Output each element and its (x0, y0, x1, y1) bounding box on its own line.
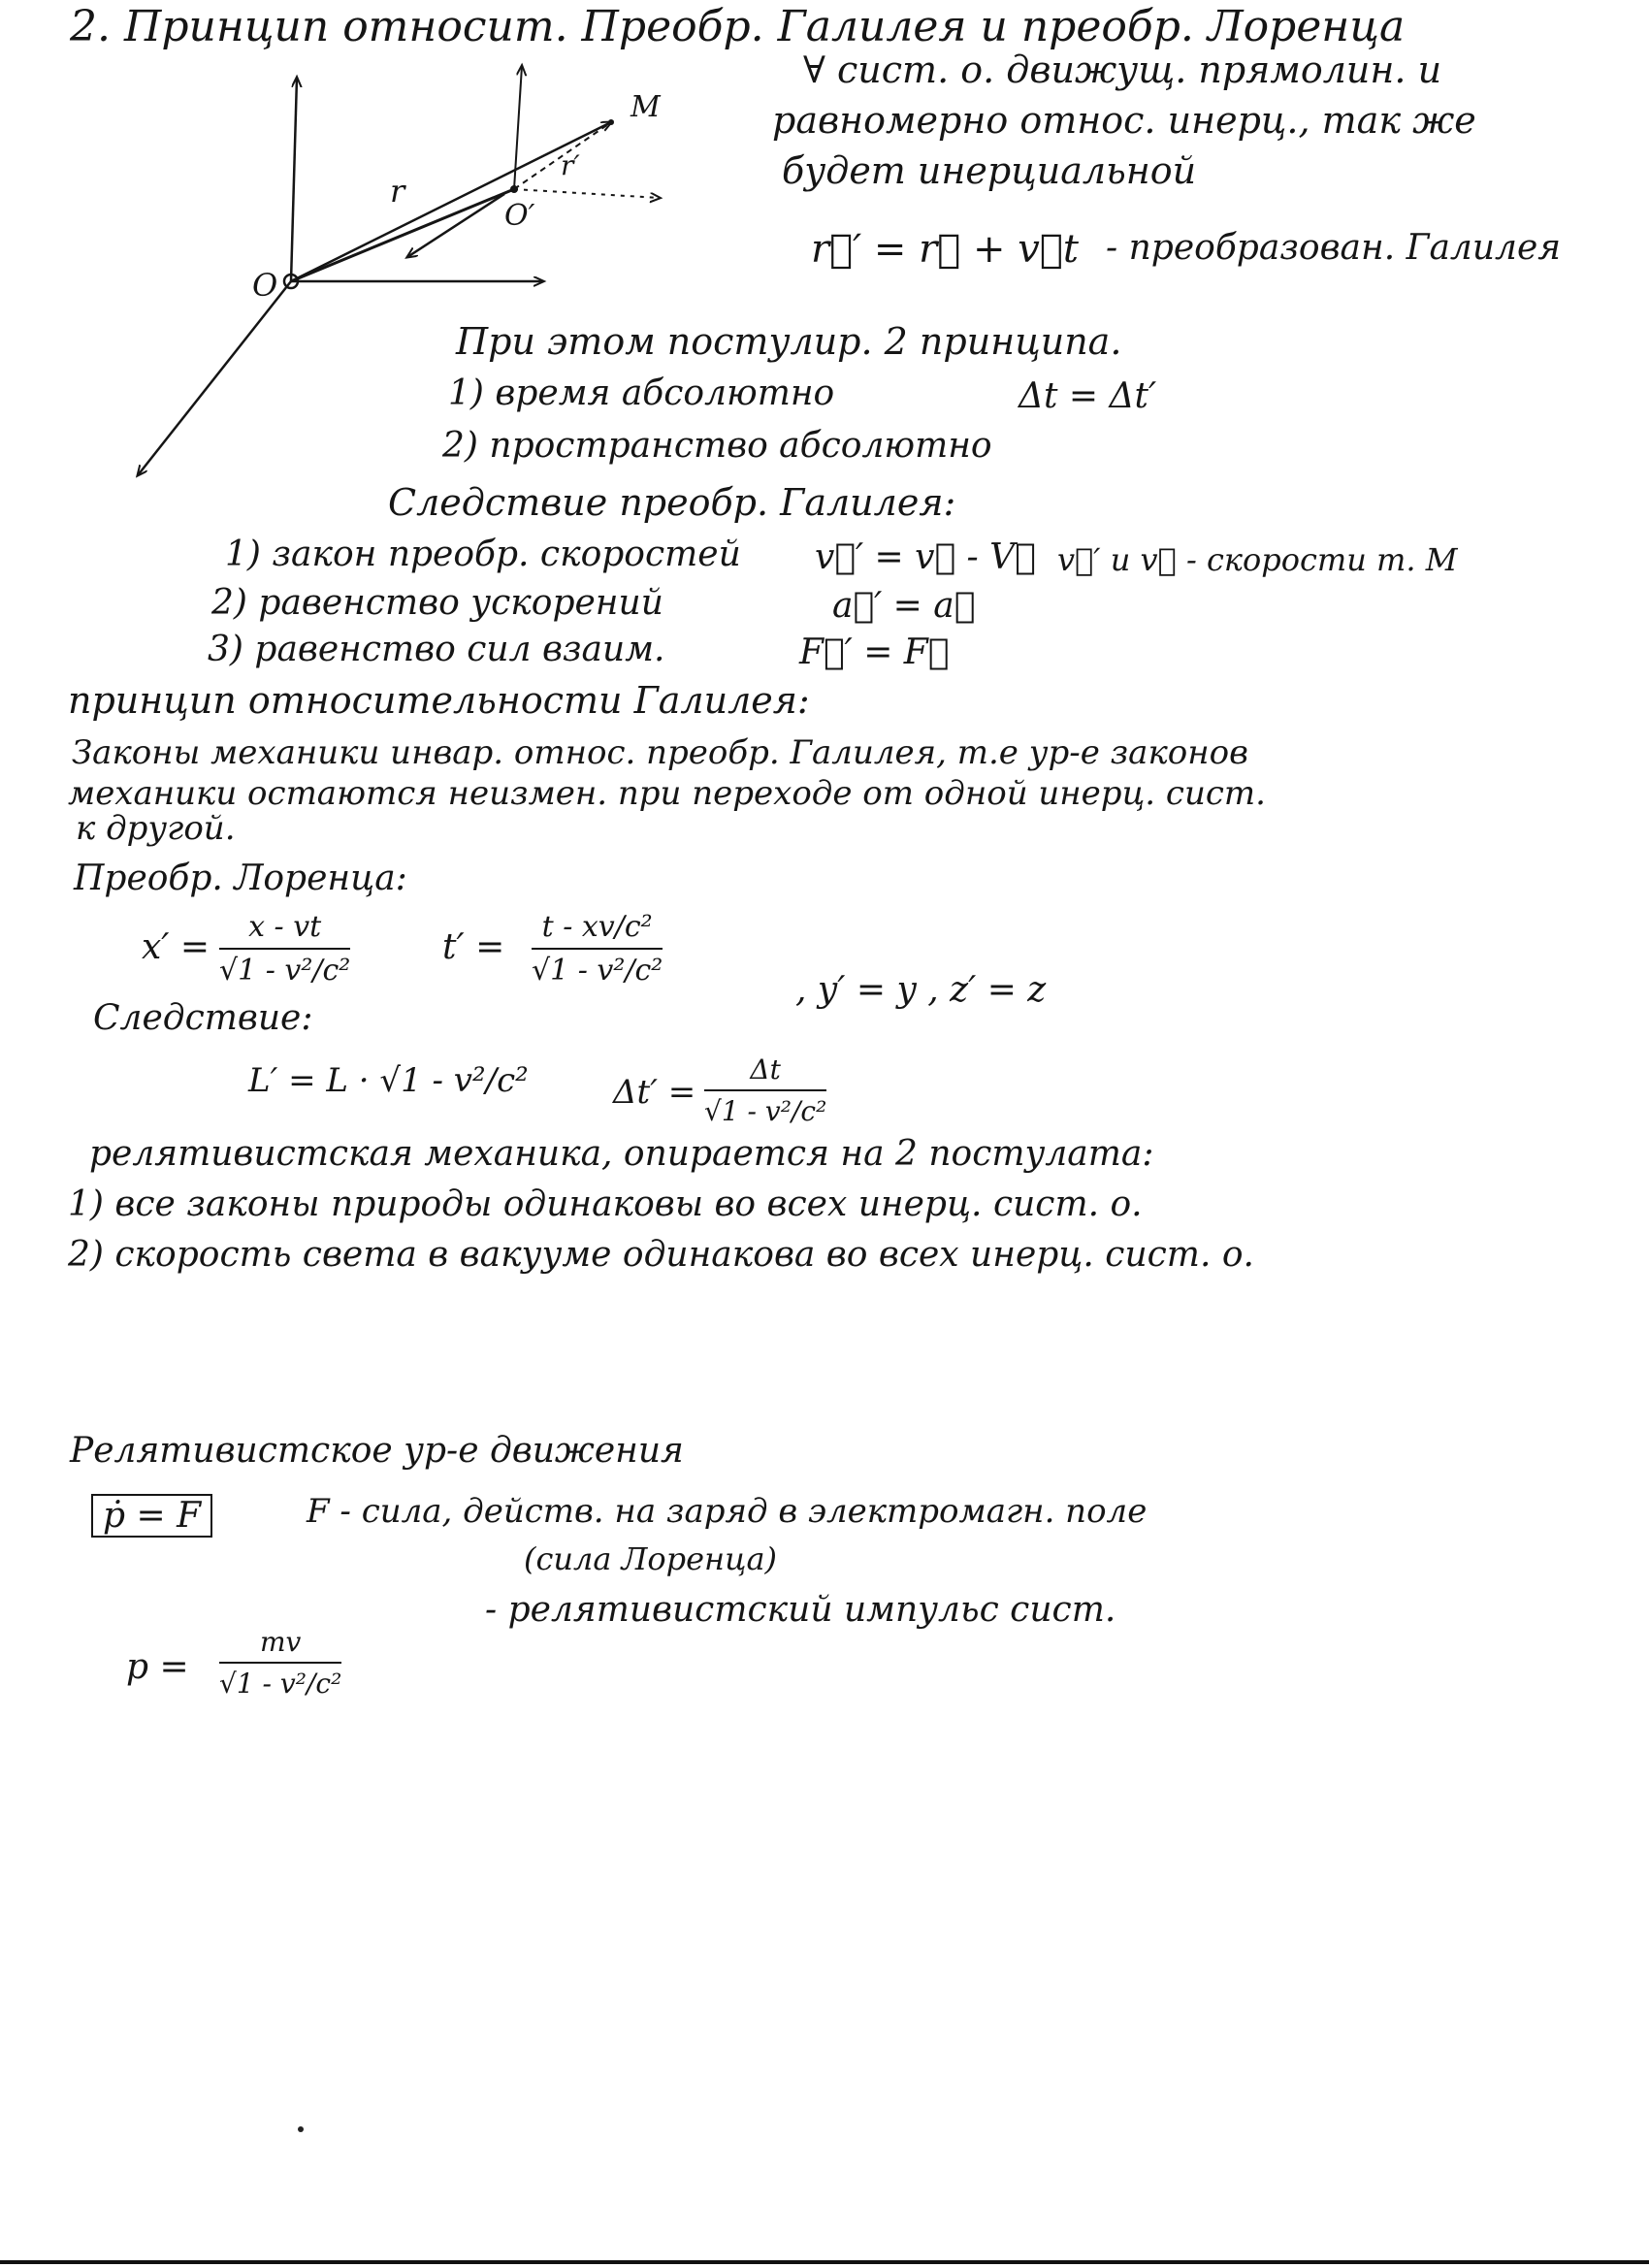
consequence-item-1-formula: v⃗′ = v⃗ - V⃗ (815, 537, 1036, 577)
lorentz-force-note-2: (сила Лоренца) (524, 1540, 777, 1577)
galileo-transform-formula: r⃗′ = r⃗ + v⃗t (811, 227, 1079, 272)
lorentz-heading: Преобр. Лоренца: (74, 859, 407, 898)
label-r: r (390, 173, 405, 210)
label-o: O (252, 267, 278, 304)
point-m (608, 119, 614, 125)
galileo-principle-line-2: механики остаются неизмен. при переходе от одной инерц. сист. (68, 774, 1266, 813)
length-contraction-formula: L′ = L · √1 - v²/c² (248, 1061, 529, 1100)
velocity-arrow (407, 194, 504, 257)
vector-r (291, 122, 611, 281)
fraction-bar (219, 948, 350, 950)
label-m: M (630, 90, 661, 124)
relativistic-item-2: 2) скорость света в вакууме одинакова во всех инерц. сист. о. (68, 1235, 1254, 1275)
consequence-item-3-formula: F⃗′ = F⃗ (799, 632, 950, 672)
label-r-prime: r′ (561, 149, 580, 181)
lorentz-yz-formula: , y′ = y , z′ = z (795, 970, 1047, 1010)
consequence-item-3: 3) равенство сил взаим. (208, 630, 665, 669)
label-o-prime: O′ (504, 199, 535, 233)
relativistic-item-1: 1) все законы природы одинаковы во всех инерц. сист. о. (68, 1184, 1143, 1224)
fraction-bar (219, 1662, 341, 1664)
lorentz-x-lhs: x′ = (142, 927, 210, 967)
intro-line-3: будет инерциальной (782, 149, 1197, 192)
time-dilation-numerator: Δt (750, 1053, 781, 1085)
galileo-transform-note: - преобразован. Галилея (1106, 228, 1562, 268)
lorentz-x-fraction (219, 910, 350, 988)
lorentz-t-lhs: t′ = (442, 927, 505, 967)
lorentz-x-numerator: x - vt (248, 910, 322, 944)
momentum-numerator: mv (259, 1626, 302, 1658)
galileo-principle-line-1: Законы механики инвар. относ. преобр. Галилея, т.е ур-е законов (72, 733, 1248, 772)
time-dilation-lhs: Δt′ = (613, 1073, 696, 1112)
relativistic-heading: релятивистская механика, опирается на 2 постулата: (89, 1134, 1154, 1174)
fraction-bar (704, 1089, 826, 1091)
lorentz-t-denominator: √1 - v²/c² (532, 954, 663, 988)
motion-boxed-formula-wrap (91, 1496, 212, 1536)
galileo-principle-heading: принцип относительности Галилея: (68, 679, 810, 722)
galileo-principle-line-3: к другой. (76, 809, 236, 848)
axis-o-vertical (291, 78, 297, 281)
consequence-item-2-formula: a⃗′ = a⃗ (832, 586, 976, 626)
lorentz-consequence-heading: Следствие: (93, 998, 313, 1038)
axis-o-depth (138, 281, 291, 475)
momentum-lhs: p = (126, 1647, 189, 1687)
momentum-denominator: √1 - v²/c² (219, 1668, 342, 1700)
motion-heading: Релятивистское ур-е движения (70, 1431, 684, 1471)
consequence-item-1-note: v⃗′ и v⃗ - скорости т. M (1057, 541, 1458, 578)
motion-boxed-formula: ṗ = F (91, 1494, 212, 1538)
lorentz-t-fraction (532, 910, 663, 988)
lorentz-x-denominator: √1 - v²/c² (219, 954, 351, 988)
fraction-bar (532, 948, 663, 950)
postulate-item-1-formula: Δt = Δt′ (1018, 376, 1157, 416)
lorentz-t-numerator: t - xv/c² (541, 910, 653, 944)
time-dilation-fraction (704, 1053, 826, 1127)
postulates-heading: При этом постулир. 2 принципа. (456, 320, 1122, 363)
page-title: 2. Принцип относит. Преобр. Галилея и преобр. Лоренца (70, 2, 1406, 51)
consequence-item-1: 1) закон преобр. скоростей (225, 535, 741, 574)
lorentz-force-note: F - сила, действ. на заряд в электромагн. поле (307, 1492, 1148, 1531)
consequences-heading: Следствие преобр. Галилея: (388, 481, 956, 524)
origin-o-prime-point (510, 185, 518, 193)
intro-line-2: равномерно относ. инерц., так же (772, 99, 1476, 142)
time-dilation-denominator: √1 - v²/c² (704, 1095, 827, 1127)
axis-o-prime-horizontal (514, 189, 660, 198)
consequence-item-2: 2) равенство ускорений (211, 583, 663, 623)
postulate-item-1: 1) время абсолютно (448, 373, 835, 413)
momentum-fraction (219, 1626, 341, 1700)
page-bottom-edge (0, 2260, 1649, 2264)
scan-dot (298, 2126, 304, 2132)
intro-line-1: ∀ сист. о. движущ. прямолин. и (803, 49, 1442, 91)
postulate-item-2: 2) пространство абсолютно (442, 426, 992, 466)
momentum-note: - релятивистский импульс сист. (485, 1590, 1116, 1630)
